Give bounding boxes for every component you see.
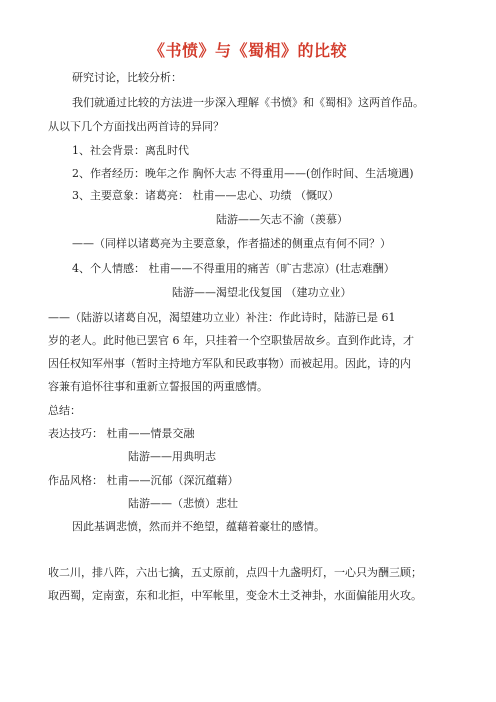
text-line: 3、主要意象：诸葛亮： 杜甫——忠心、功绩 （慨叹） <box>72 189 339 202</box>
text-line: 4、个人情感： 杜甫——不得重用的痛苦（旷古悲凉）(壮志难酬） <box>72 262 395 275</box>
text-line: 陆游——矢志不渝（羡慕） <box>216 213 348 226</box>
text-line: ——（陆游以诸葛自况，渴望建功立业）补注：作此诗时，陆游已是 61 <box>48 311 396 324</box>
text-line: ——（同样以诸葛亮为主要意象，作者描述的侧重点有何不同？） <box>72 237 391 250</box>
text-line: 容兼有追怀往事和重新立誓报国的两重感情。 <box>48 380 268 393</box>
text-line: 陆游——渴望北伐复国 （建功立业） <box>172 286 352 299</box>
text-line: 研究讨论，比较分析： <box>72 71 182 84</box>
text-line: 收二川，排八阵，六出七擒，五丈原前，点四十九盏明灯，一心只为酬三顾； <box>48 566 422 579</box>
text-line: 表达技巧： 杜甫——情景交融 <box>48 427 195 440</box>
text-line: 取西蜀，定南蛮，东和北拒，中军帐里，变金木土爻神卦，水面偏能用火攻。 <box>48 589 422 602</box>
text-line: 我们就通过比较的方法进一步深入理解《书愤》和《蜀相》这两首作品。 <box>72 96 424 109</box>
text-line: 作品风格： 杜甫——沉郁（深沉蕴藉） <box>48 474 239 487</box>
text-line: 1、社会背景：离乱时代 <box>72 144 189 157</box>
text-line: 从以下几个方面找出两首诗的异同？ <box>48 120 224 133</box>
text-line: 岁的老人。此时他已罢官 6 年，只挂着一个空职蛰居故乡。直到作此诗，才 <box>48 334 414 347</box>
text-line: 因任权知军州事（暂时主持地方军队和民政事物）而被起用。因此，诗的内 <box>48 357 411 370</box>
text-line: 陆游——用典明志 <box>128 450 216 463</box>
text-line: 陆游——（悲愤）悲壮 <box>128 497 238 510</box>
text-line: 2、作者经历：晚年之作 胸怀大志 不得重用——(创作时间、生活境遇) <box>72 167 414 180</box>
document-title: 《书愤》与《蜀相》的比较 <box>148 41 347 60</box>
text-line: 因此基调悲愤，然而并不绝望，蕴藉着豪壮的感情。 <box>72 520 325 533</box>
text-line: 总结： <box>48 404 81 417</box>
